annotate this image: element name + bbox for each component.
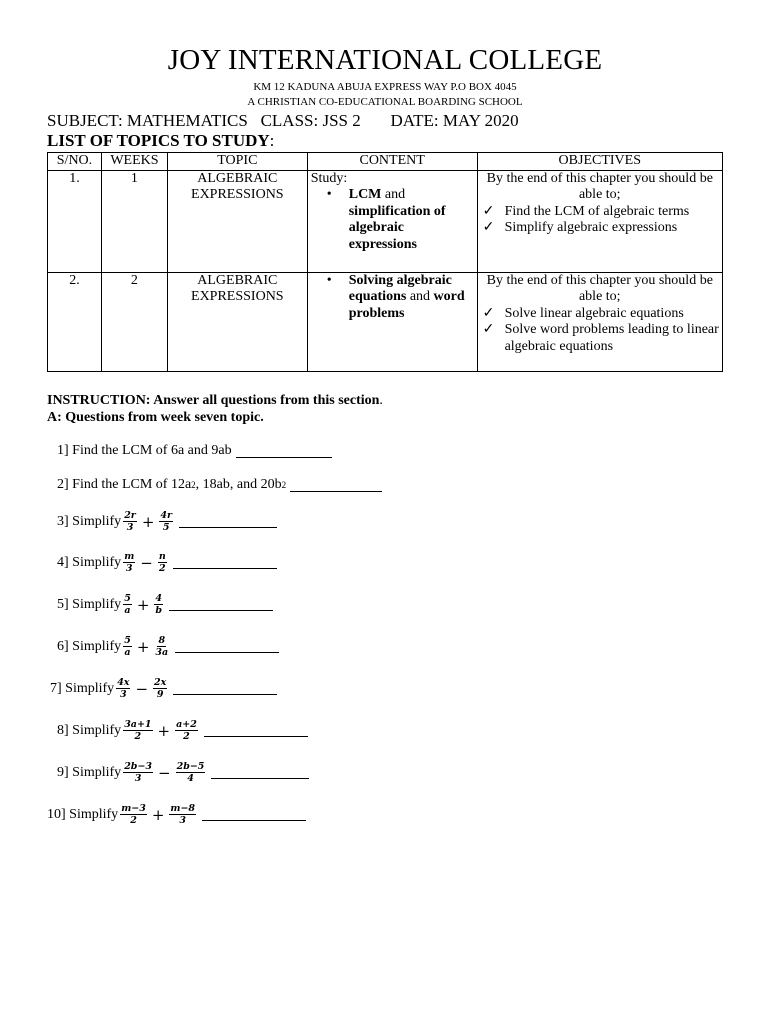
numerator: 3a+1 — [124, 719, 152, 730]
content-intro: Study: — [310, 170, 348, 186]
denominator: 9 — [156, 689, 164, 700]
fraction — [123, 593, 132, 616]
question-text: Simplify — [72, 722, 122, 738]
section-heading — [47, 409, 383, 426]
school-address: KM 12 KADUNA ABUJA EXPRESS WAY P.O BOX 4045 — [253, 81, 517, 93]
question-text: Simplify — [72, 596, 122, 612]
fraction — [154, 635, 169, 658]
list-item — [311, 273, 474, 323]
objective-text: Find the LCM of algebraic terms — [504, 203, 690, 219]
operator: + — [136, 595, 150, 614]
question-number: 7] — [50, 680, 62, 696]
objectives-list — [481, 306, 719, 356]
fraction — [120, 803, 147, 826]
denominator: 3 — [179, 815, 187, 826]
question-number: 1] — [57, 443, 69, 458]
fraction — [169, 803, 196, 826]
numerator: 5 — [124, 635, 131, 646]
numerator: a+2 — [176, 719, 197, 730]
content-word-problems: word problems — [348, 289, 465, 321]
list-item — [481, 306, 719, 323]
question-10 — [47, 803, 306, 826]
question-2: 2] Find the LCM of 12a 2 , 18ab, and 20b 2 — [57, 477, 382, 493]
operator: − — [140, 553, 153, 572]
content-and: and — [381, 187, 406, 202]
denominator: 5 — [162, 522, 170, 533]
objectives-intro: By the end of this chapter you should be able to; — [486, 272, 713, 304]
checkmark-icon: ✓ — [482, 220, 495, 235]
content-simplification: simplification of algebraic expressions — [348, 203, 446, 252]
numerator: 5 — [124, 593, 131, 604]
question-6 — [57, 635, 279, 658]
list-item — [481, 220, 719, 237]
topics-heading — [47, 131, 274, 151]
section-text: A: Questions from week seven topic. — [47, 410, 264, 425]
question-3 — [57, 510, 277, 533]
instruction-period: . — [379, 393, 383, 408]
checkmark-icon: ✓ — [482, 305, 495, 321]
question-8 — [57, 719, 308, 742]
denominator: 2 — [183, 731, 190, 742]
numerator: 2b−3 — [124, 761, 153, 772]
question-number: 2] — [57, 477, 69, 492]
numerator: m — [124, 551, 135, 562]
topics-heading-colon: : — [269, 131, 275, 150]
content-solving: Solving algebraic equations — [348, 272, 452, 304]
numerator: 8 — [158, 635, 166, 646]
list-item — [311, 187, 474, 253]
numerator: 4r — [160, 510, 173, 521]
fraction — [123, 510, 137, 533]
denominator: 3a — [155, 647, 169, 658]
answer-blank[interactable] — [211, 766, 309, 779]
cell-content — [307, 170, 477, 272]
table-row — [48, 170, 723, 272]
question-number: 10] — [47, 806, 66, 822]
denominator: 4 — [187, 773, 194, 784]
operator: + — [141, 512, 155, 531]
cell-week: 1 — [101, 170, 167, 272]
operator: + — [157, 721, 171, 740]
question-number: 9] — [57, 764, 69, 780]
numerator: 2r — [124, 510, 136, 521]
operator: − — [158, 763, 171, 782]
checkmark-icon: ✓ — [482, 203, 495, 219]
bullet-icon: • — [326, 187, 332, 202]
numerator: 2x — [154, 677, 167, 688]
operator: + — [151, 805, 165, 824]
denominator: 2 — [158, 563, 166, 574]
fraction — [123, 761, 153, 784]
question-text: Simplify — [72, 638, 122, 654]
cell-topic: ALGEBRAIC EXPRESSIONS — [167, 170, 307, 272]
objectives-intro: By the end of this chapter you should be able to; — [486, 170, 713, 202]
denominator: 2 — [130, 815, 137, 826]
answer-blank[interactable] — [173, 556, 277, 569]
content-lcm: LCM — [348, 187, 382, 202]
question-text: Find the LCM of 12a — [72, 477, 192, 492]
question-number: 8] — [57, 722, 69, 738]
denominator: b — [155, 605, 163, 616]
question-text-mid: , 18ab, and 20b — [195, 477, 282, 492]
fraction — [158, 551, 167, 574]
denominator: 2 — [134, 731, 142, 742]
objective-text: Solve linear algebraic equations — [504, 305, 684, 321]
school-name: JOY INTERNATIONAL COLLEGE — [167, 44, 603, 76]
content-and: and — [406, 289, 431, 304]
school-tagline: A CHRISTIAN CO-EDUCATIONAL BOARDING SCHOOL — [247, 96, 523, 108]
question-text: Simplify — [65, 680, 115, 696]
numerator: n — [158, 551, 166, 562]
objective-text: Solve word problems leading to linear algebraic equations — [504, 322, 719, 354]
list-item — [481, 204, 719, 221]
question-text: Simplify — [72, 513, 122, 529]
fraction — [154, 593, 163, 616]
objectives-list — [481, 204, 719, 237]
cell-sno: 1. — [48, 170, 102, 272]
header-sno: S/NO. — [48, 153, 102, 171]
cell-sno: 2. — [48, 272, 102, 371]
numerator: m−8 — [170, 803, 196, 814]
numerator: 2b−5 — [176, 761, 205, 772]
question-text: Simplify — [72, 554, 122, 570]
objective-text: Simplify algebraic expressions — [504, 220, 678, 235]
fraction — [123, 551, 135, 574]
fraction — [153, 677, 167, 700]
numerator: 4x — [117, 677, 130, 688]
denominator: 3 — [126, 522, 134, 533]
fraction — [123, 635, 132, 658]
content-list — [311, 273, 474, 323]
answer-blank[interactable] — [175, 640, 279, 653]
header-topic: TOPIC — [167, 153, 307, 171]
header-weeks: WEEKS — [101, 153, 167, 171]
question-number: 4] — [57, 554, 69, 570]
instruction-line — [47, 392, 383, 409]
fraction — [116, 677, 130, 700]
numerator: m−3 — [121, 803, 146, 814]
instruction-text: INSTRUCTION: Answer all questions from this section — [47, 393, 380, 408]
subject-class-date: SUBJECT: MATHEMATICS CLASS: JSS 2 DATE: MAY 2020 — [47, 111, 519, 130]
denominator: a — [124, 647, 131, 658]
denominator: 3 — [125, 563, 133, 574]
question-1 — [57, 443, 332, 459]
answer-blank[interactable] — [173, 682, 277, 695]
answer-blank[interactable] — [204, 724, 308, 737]
header-content: CONTENT — [307, 153, 477, 171]
question-5 — [57, 593, 273, 616]
fraction — [176, 761, 206, 784]
cell-content — [307, 272, 477, 371]
content-list — [311, 187, 474, 253]
question-number: 3] — [57, 513, 69, 529]
instructions — [47, 392, 383, 426]
header-objectives: OBJECTIVES — [477, 153, 722, 171]
answer-blank[interactable] — [179, 515, 277, 528]
numerator: 4 — [155, 593, 163, 604]
cell-week: 2 — [101, 272, 167, 371]
question-text: Simplify — [72, 764, 122, 780]
fraction — [123, 719, 152, 742]
table-row — [48, 272, 723, 371]
denominator: 3 — [120, 689, 127, 700]
question-9 — [57, 761, 309, 784]
cell-objectives — [477, 272, 722, 371]
answer-blank[interactable] — [202, 808, 306, 821]
list-item — [481, 322, 719, 355]
answer-blank[interactable] — [236, 445, 332, 458]
question-number: 5] — [57, 596, 69, 612]
cell-objectives — [477, 170, 722, 272]
question-7 — [50, 677, 277, 700]
operator: − — [135, 679, 149, 698]
topics-heading-text: LIST OF TOPICS TO STUDY — [47, 131, 270, 150]
operator: + — [136, 637, 150, 656]
fraction — [159, 510, 173, 533]
bullet-icon: • — [326, 272, 332, 288]
answer-blank[interactable] — [290, 479, 382, 492]
checkmark-icon: ✓ — [482, 322, 495, 337]
question-text: Find the LCM of 6a and 9ab — [72, 443, 232, 458]
question-text: Simplify — [69, 806, 119, 822]
denominator: a — [124, 605, 131, 616]
question-number: 6] — [57, 638, 69, 654]
topics-table — [47, 152, 723, 372]
table-header-row — [48, 153, 723, 171]
question-4 — [57, 551, 277, 574]
answer-blank[interactable] — [169, 598, 273, 611]
fraction — [175, 719, 198, 742]
denominator: 3 — [134, 773, 142, 784]
cell-topic: ALGEBRAIC EXPRESSIONS — [167, 272, 307, 371]
